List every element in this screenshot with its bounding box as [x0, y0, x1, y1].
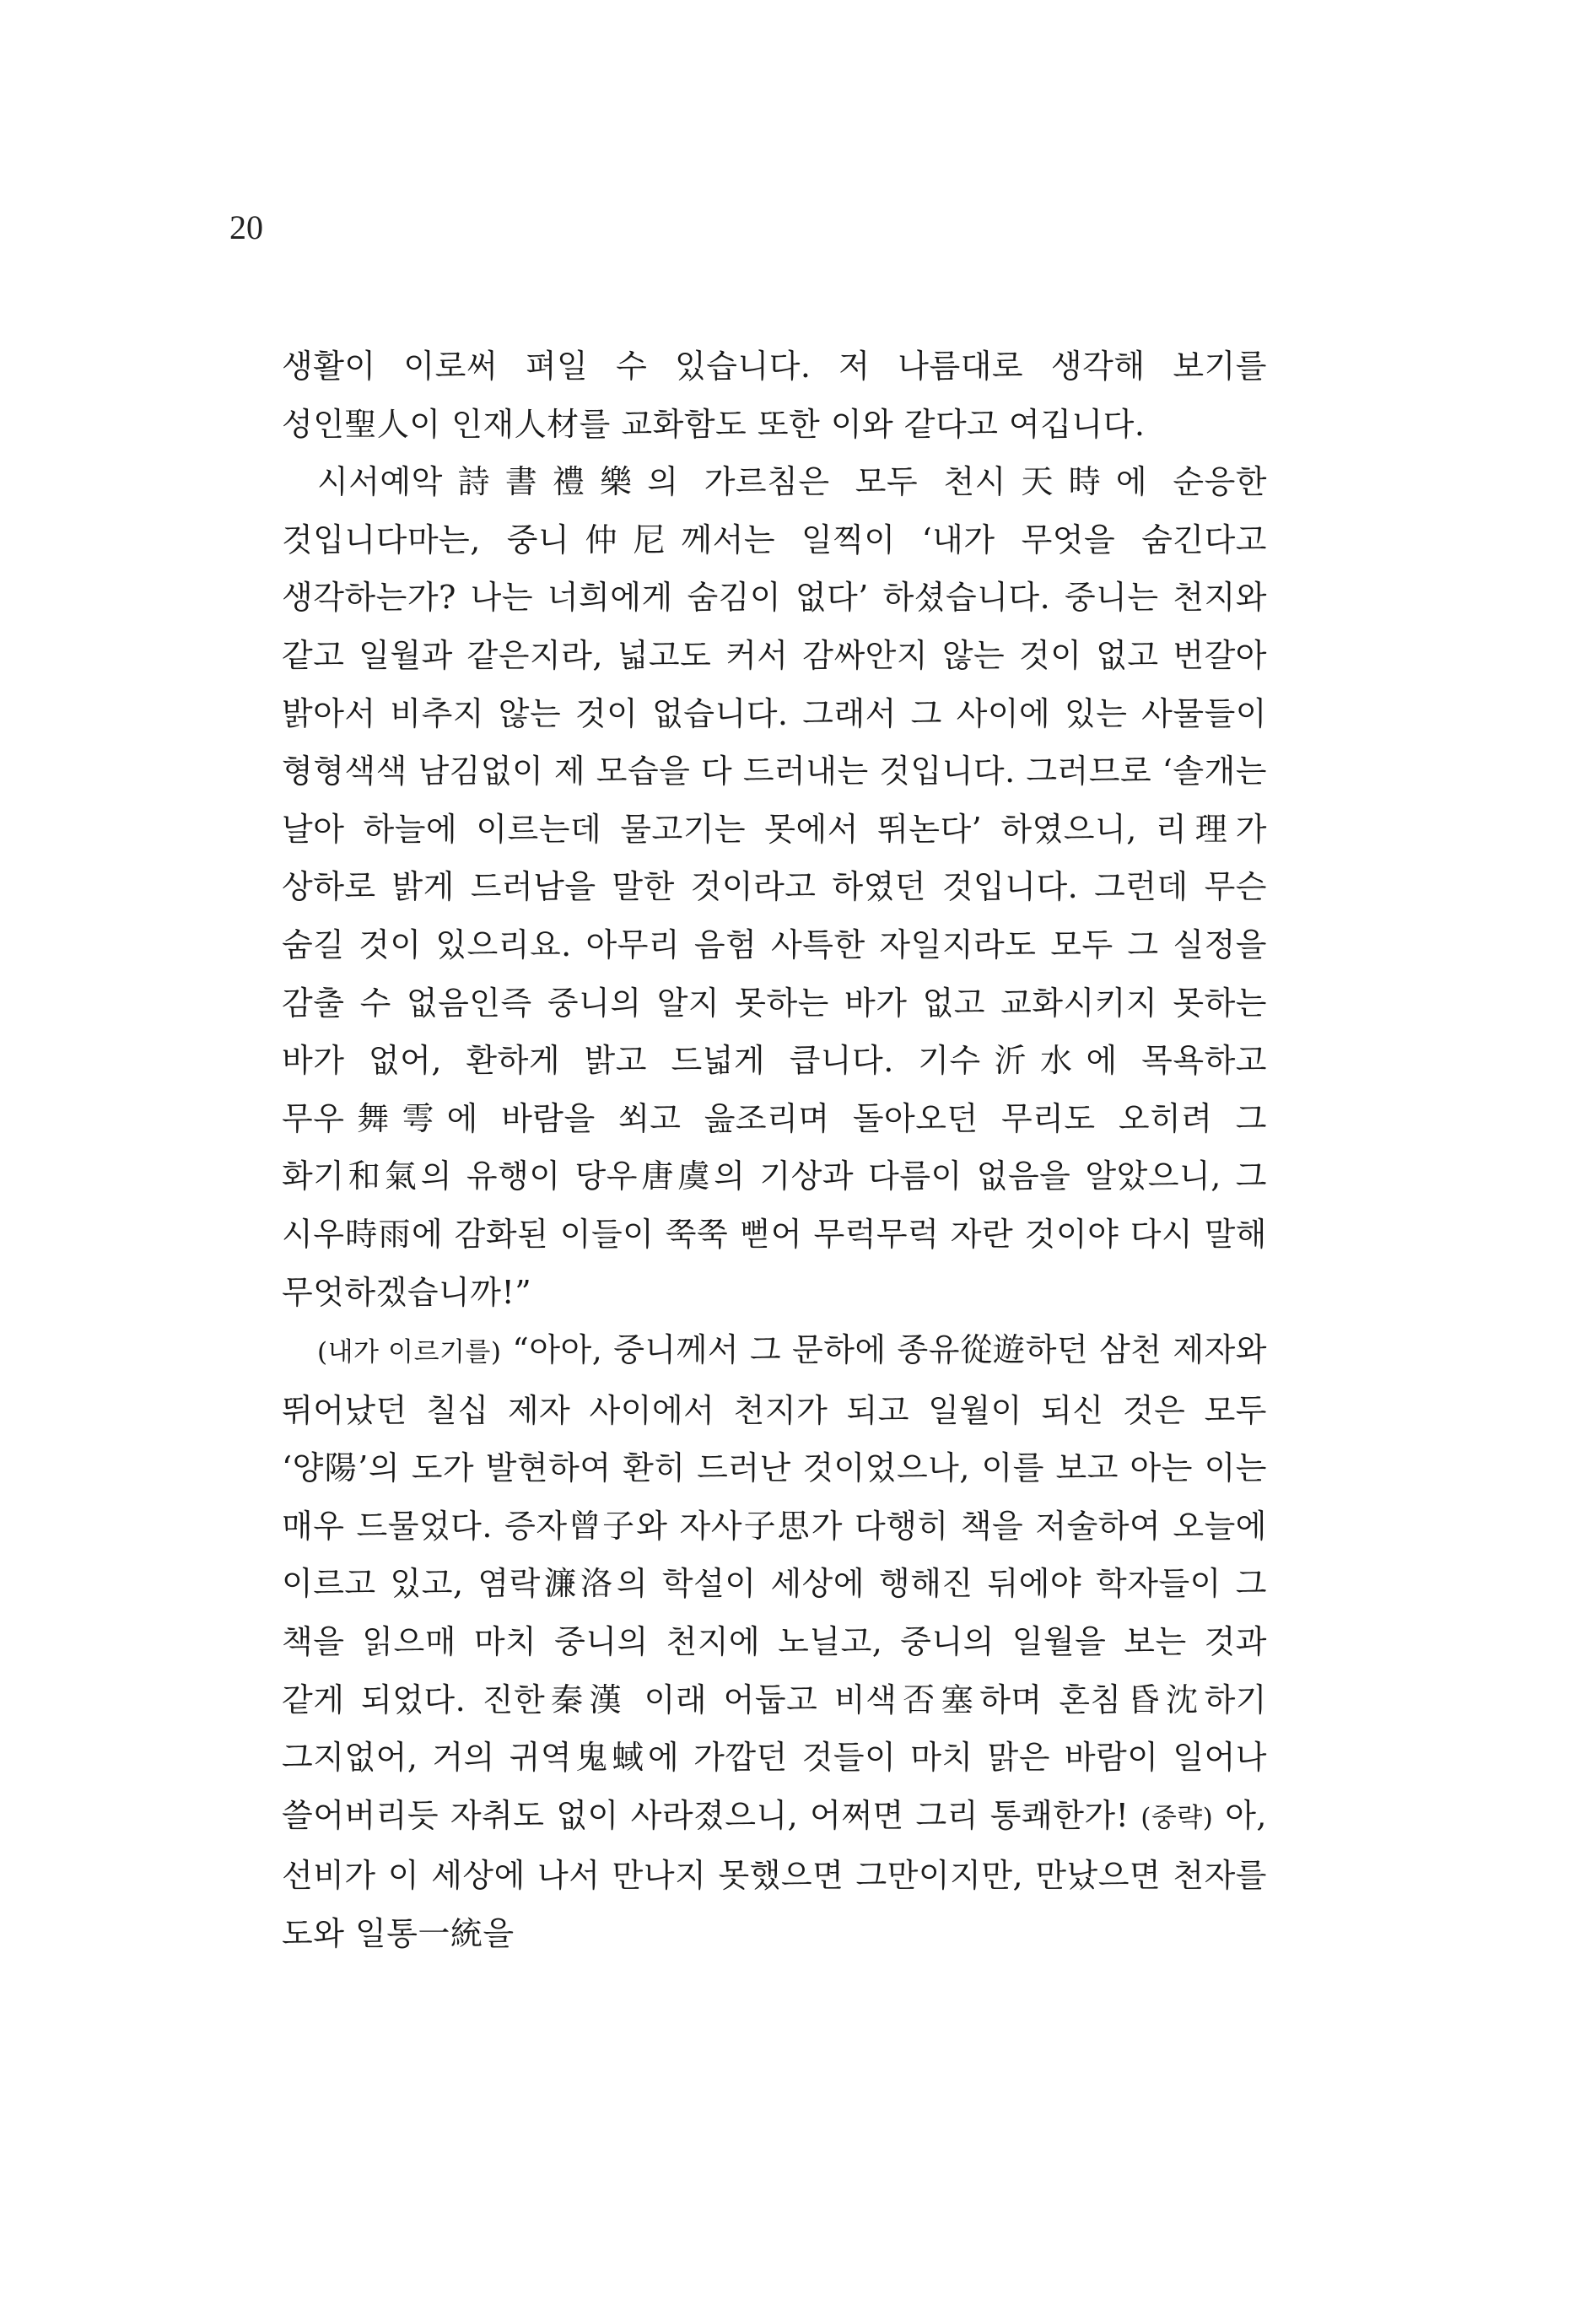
- paragraph: [282, 453, 1267, 1321]
- paragraph: [282, 1321, 1267, 1963]
- speaker-annotation: (내가 이르기를): [317, 1337, 502, 1368]
- text-segment: 시서예악詩書禮樂의 가르침은 모두 천시天時에 순응한 것입니다마는, 중니仲尼께서는 일찍이 ‘내가 무엇을 숨긴다고 생각하는가? 나는 너희에게 숨김이 없다’ 하셨습니다. 중니는 천지와 같고 일월과 같은지라, 넓고도 커서 감싸안지 않는 것이 없고 번갈아 밝아서 비추지 않는 것이 없습니다. 그래서 그 사이에 있는 사물들이 형형색색 남김없이 제 모습을 다 드러내는 것입니다. 그러므로 ‘솔개는 날아 하늘에 이르는데 물고기는 못에서 뛰논다’ 하였으니, 리理가 상하로 밝게 드러남을 말한 것이라고 하였던 것입니다. 그런데 무슨 숨길 것이 있으리요. 아무리 음험 사특한 자일지라도 모두 그 실정을 감출 수 없음인즉 중니의 알지 못하는 바가 없고 교화시키지 못하는 바가 없어, 환하게 밝고 드넓게 큽니다. 기수沂水에 목욕하고 무우舞雩에 바람을 쐬고 읊조리며 돌아오던 무리도 오히려 그 화기和氣의 유행이 당우唐虞의 기상과 다름이 없음을 알았으니, 그 시우時雨에 감화된 이들이 쭉쭉 뻗어 무럭무럭 자란 것이야 다시 말해 무엇하겠습니까!”: [282, 463, 1267, 1311]
- omission-annotation: (중략): [1140, 1802, 1214, 1833]
- body-text: [282, 337, 1267, 1963]
- paragraph: [282, 337, 1267, 453]
- text-segment: 아, 선비가 이 세상에 나서 만나지 못했으면 그만이지만, 만났으면 천자를 도와 일통一統을: [282, 1796, 1267, 1953]
- text-segment: “아아, 중니께서 그 문하에 종유從遊하던 삼천 제자와 뛰어났던 칠십 제자 사이에서 천지가 되고 일월이 되신 것은 모두 ‘양陽’의 도가 발현하여 환히 드러난 것이었으나, 이를 보고 아는 이는 매우 드물었다. 증자曾子와 자사子思가 다행히 책을 저술하여 오늘에 이르고 있고, 염락濂洛의 학설이 세상에 행해진 뒤에야 학자들이 그 책을 읽으매 마치 중니의 천지에 노닐고, 중니의 일월을 보는 것과 같게 되었다. 진한秦漢 이래 어둡고 비색否塞하며 혼침昏沈하기 그지없어, 거의 귀역鬼蜮에 가깝던 것들이 마치 맑은 바람이 일어나 쓸어버리듯 자취도 없이 사라졌으니, 어쩌면 그리 통쾌한가!: [282, 1331, 1267, 1834]
- page-number: 20: [229, 208, 263, 246]
- text-segment: 생활이 이로써 펴일 수 있습니다. 저 나름대로 생각해 보기를 성인聖人이 인재人材를 교화함도 또한 이와 같다고 여깁니다.: [282, 348, 1267, 443]
